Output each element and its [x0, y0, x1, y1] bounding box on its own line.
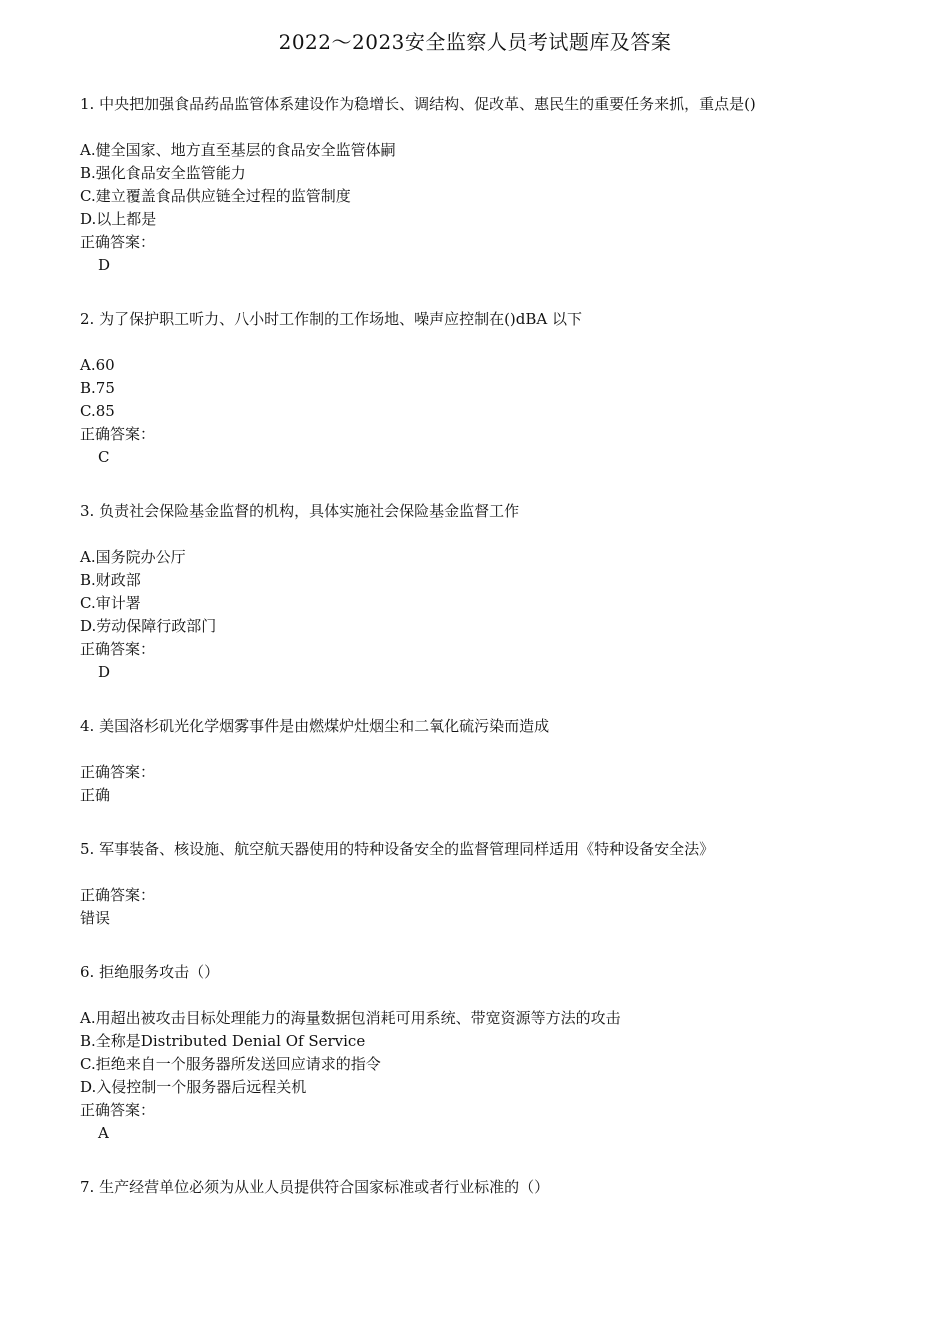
option-b: B.75 — [80, 379, 115, 397]
answer-value: 正确 — [80, 786, 111, 804]
answer-value: C — [98, 448, 110, 466]
option-d: D.以上都是 — [80, 210, 157, 228]
question-3 — [80, 500, 870, 684]
answer-label: 正确答案： — [80, 1101, 156, 1119]
question-2 — [80, 308, 870, 469]
answer-label: 正确答案： — [80, 763, 156, 781]
option-c: C.建立覆盖食品供应链全过程的监管制度 — [80, 187, 351, 205]
question-stem: 5. 军事装备、核设施、航空航天器使用的特种设备安全的监督管理同样适用《特种设备安全法》 — [80, 840, 715, 858]
option-a: A.国务院办公厅 — [80, 548, 186, 566]
question-stem: 7. 生产经营单位必须为从业人员提供符合国家标准或者行业标准的（） — [80, 1178, 550, 1196]
option-a: A.用超出被攻击目标处理能力的海量数据包消耗可用系统、带宽资源等方法的攻击 — [80, 1009, 621, 1027]
answer-value: D — [98, 663, 111, 681]
answer-label: 正确答案： — [80, 886, 156, 904]
answer-value: 错误 — [80, 909, 111, 927]
question-7 — [80, 1176, 870, 1199]
question-5 — [80, 838, 870, 930]
option-b: B.全称是Distributed Denial Of Service — [80, 1032, 366, 1050]
question-1 — [80, 93, 870, 277]
option-c: C.拒绝来自一个服务器所发送回应请求的指令 — [80, 1055, 381, 1073]
option-c: C.85 — [80, 402, 115, 420]
option-list — [80, 139, 870, 231]
option-d: D.劳动保障行政部门 — [80, 617, 217, 635]
option-list — [80, 354, 870, 423]
option-b: B.财政部 — [80, 571, 141, 589]
option-b: B.强化食品安全监管能力 — [80, 164, 246, 182]
answer-label: 正确答案： — [80, 233, 156, 251]
option-d: D.入侵控制一个服务器后远程关机 — [80, 1078, 307, 1096]
option-c: C.审计署 — [80, 594, 141, 612]
question-stem: 4. 美国洛杉矶光化学烟雾事件是由燃煤炉灶烟尘和二氧化硫污染而造成 — [80, 717, 550, 735]
question-stem: 6. 拒绝服务攻击（） — [80, 963, 220, 981]
option-list — [80, 1007, 870, 1099]
option-a: A.健全国家、地方直至基层的食品安全监管体嗣 — [80, 141, 396, 159]
question-stem: 2. 为了保护职工听力、八小时工作制的工作场地、噪声应控制在()dBA 以下 — [80, 310, 583, 328]
question-6 — [80, 961, 870, 1145]
answer-value: D — [98, 256, 111, 274]
question-stem: 3. 负责社会保险基金监督的机构，具体实施社会保险基金监督工作 — [80, 502, 520, 520]
answer-label: 正确答案： — [80, 425, 156, 443]
question-stem: 1. 中央把加强食品药品监管体系建设作为稳增长、调结构、促改革、惠民生的重要任务来抓，重点是() — [80, 95, 756, 113]
option-list — [80, 546, 870, 638]
question-4 — [80, 715, 870, 807]
answer-value: A — [98, 1124, 109, 1142]
document-title: 2022～2023安全监察人员考试题库及答案 — [278, 30, 672, 54]
option-a: A.60 — [80, 356, 115, 374]
answer-label: 正确答案： — [80, 640, 156, 658]
